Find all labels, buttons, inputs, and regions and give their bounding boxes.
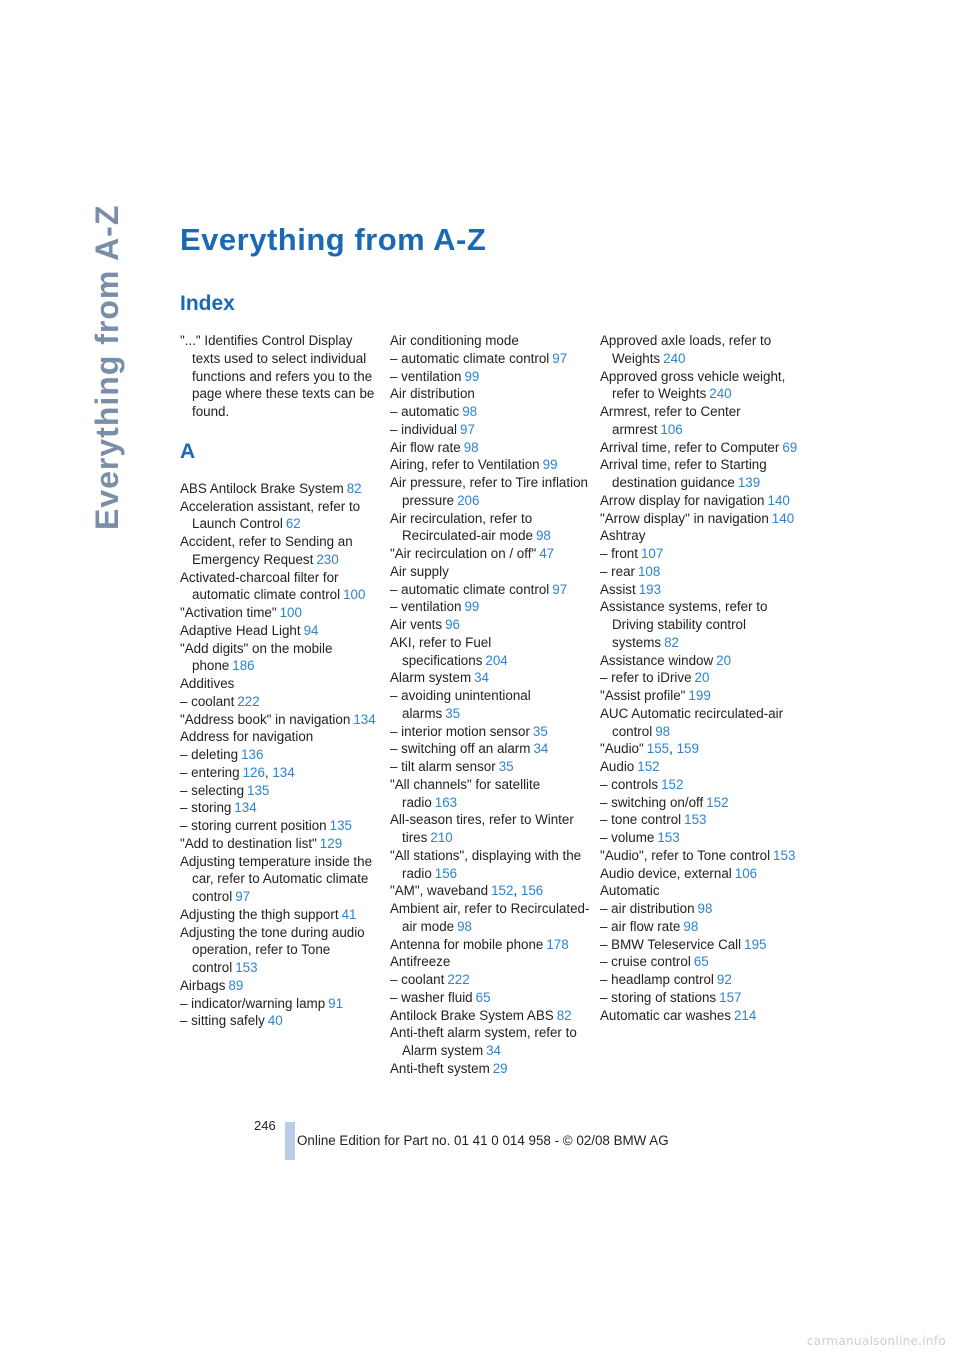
page-reference-link[interactable]: 34	[533, 741, 549, 757]
index-column-1	[180, 332, 380, 1030]
page-reference-link[interactable]: 107	[640, 546, 664, 561]
index-entry-label: – entering	[180, 764, 240, 780]
index-entry-label: – automatic climate control	[390, 581, 550, 597]
index-entry-label: Acceleration assistant, refer to Launch Control	[180, 498, 361, 532]
page-reference-link[interactable]: 82	[664, 634, 680, 650]
index-entry	[390, 758, 590, 776]
index-entry-label: "Arrow display" in navigation	[600, 510, 769, 526]
index-entry-label: "All stations", displaying with the radio	[390, 847, 582, 881]
page-reference-link[interactable]: 106	[660, 421, 683, 437]
page-reference-link[interactable]: 82	[346, 480, 362, 496]
index-entry-label: Air flow rate	[390, 439, 461, 455]
index-entry	[390, 740, 590, 758]
index-entry	[180, 853, 380, 906]
page-reference-link[interactable]: 100	[343, 587, 366, 603]
page-reference-link[interactable]: 65	[475, 989, 491, 1005]
index-entry	[180, 835, 380, 853]
page-reference-link[interactable]: 92	[716, 972, 732, 987]
page-reference-link[interactable]: 134	[234, 800, 257, 816]
page-reference-link[interactable]: 97	[552, 350, 568, 366]
index-entry	[180, 711, 380, 729]
page-reference-link[interactable]: 35	[498, 759, 514, 774]
index-entry	[600, 705, 800, 741]
page-reference-link[interactable]: 98	[697, 901, 713, 916]
page-reference-link[interactable]: 62	[285, 516, 301, 532]
page-reference-link[interactable]: 99	[542, 457, 558, 473]
index-entry-label: Approved axle loads, refer to Weights	[600, 333, 772, 366]
index-entry-label: – deleting	[180, 747, 239, 762]
page-reference-link[interactable]: 96	[445, 617, 460, 632]
index-entry-label: – switching off an alarm	[390, 741, 531, 757]
index-entry	[180, 728, 380, 746]
page-reference-link[interactable]: 222	[237, 693, 260, 709]
index-entry	[180, 817, 380, 835]
index-entry-label: Approved gross vehicle weight, refer to Weights	[600, 368, 786, 402]
index-entry-label: Arrival time, refer to Starting destination guidance	[600, 457, 767, 490]
index-entry	[600, 865, 800, 883]
index-entry-label: Automatic car washes	[600, 1007, 731, 1023]
index-entry-label: – front	[600, 546, 638, 561]
index-entry-label: – avoiding unintentional alarms	[390, 688, 531, 721]
page-reference-link[interactable]: 20	[716, 652, 732, 668]
index-entry-label: – coolant	[180, 693, 235, 709]
index-entry	[390, 687, 590, 723]
index-entry-label: Airbags	[180, 977, 226, 993]
section-title: Index	[180, 292, 235, 315]
page-reference-link[interactable]: 153	[235, 960, 258, 975]
index-entry	[390, 634, 590, 670]
page-reference-link[interactable]: 98	[457, 918, 473, 934]
index-entry-label: – storing of stations	[600, 989, 717, 1005]
page-reference-link[interactable]: 100	[279, 605, 302, 620]
index-entry-label: "Audio"	[600, 741, 644, 757]
page-reference-link[interactable]: 240	[709, 386, 732, 402]
index-entry	[390, 669, 590, 687]
index-entry	[390, 456, 590, 474]
index-entry-label: Adjusting the thigh support	[180, 906, 339, 922]
index-entry	[600, 918, 800, 936]
footer-edition-note: Online Edition for Part no. 01 41 0 014 958 - © 02/08 BMW AG	[297, 1133, 669, 1148]
page-reference-link[interactable]: 214	[733, 1007, 757, 1023]
page-reference-link[interactable]: 94	[303, 622, 319, 638]
index-entry-label: "Air recirculation on / off"	[390, 546, 537, 561]
page-reference-link[interactable]: 91	[328, 995, 344, 1011]
index-entry	[600, 403, 800, 439]
page-reference-link[interactable]: 240	[663, 350, 686, 366]
index-entry	[600, 953, 800, 971]
page-reference-link[interactable]: 139	[737, 475, 761, 490]
index-entry	[600, 687, 800, 705]
page-reference-link[interactable]: 204	[485, 652, 508, 668]
page-reference-link[interactable]: 34	[474, 670, 490, 686]
page-reference-link[interactable]: 210	[430, 830, 453, 845]
index-entry-label: "Assist profile"	[600, 688, 686, 703]
index-entry-label: Assistance window	[600, 652, 714, 668]
index-entry-label: Arrow display for navigation	[600, 492, 765, 508]
index-entry-label: AKI, refer to Fuel specifications	[390, 634, 492, 668]
index-entry	[390, 350, 590, 368]
index-entry	[600, 829, 800, 847]
index-entry-label: Armrest, refer to Center armrest	[600, 404, 741, 437]
page-reference-link[interactable]: 106	[734, 865, 758, 881]
index-entry	[180, 1012, 380, 1030]
page-reference-link[interactable]: 152	[661, 776, 684, 792]
page-reference-link[interactable]: 99	[464, 599, 480, 615]
index-entry-label: Address for navigation	[180, 729, 314, 745]
index-entry-label: Adjusting the tone during audio operation, refer to Tone control	[180, 924, 365, 975]
index-entry-label: – selecting	[180, 782, 245, 798]
index-entry-label: – storing current position	[180, 818, 327, 833]
footer-accent-bar	[285, 1122, 295, 1160]
index-entry	[180, 746, 380, 764]
page-reference-link[interactable]: 99	[464, 368, 480, 384]
index-entry-label: Adaptive Head Light	[180, 622, 301, 638]
page-reference-link[interactable]: 230	[316, 551, 339, 567]
index-entry	[390, 723, 590, 741]
index-entry-label: Additives	[180, 676, 235, 691]
index-entry	[390, 598, 590, 616]
index-entry-label: – headlamp control	[600, 972, 714, 987]
index-entry-label: – refer to iDrive	[600, 670, 692, 686]
page-reference-link[interactable]: 108	[637, 563, 661, 579]
page-reference-link[interactable]: 156	[434, 865, 458, 881]
index-entry	[390, 1060, 590, 1078]
index-entries	[390, 332, 590, 1078]
index-entry	[390, 581, 590, 599]
index-entry-label: Adjusting temperature inside the car, refer to Automatic climate control	[180, 853, 373, 904]
index-entry	[600, 527, 800, 545]
page-reference-link[interactable]: 222	[447, 972, 470, 987]
index-entry-label: Anti-theft alarm system, refer to Alarm system	[390, 1025, 577, 1058]
index-entry	[180, 604, 380, 622]
page-reference-link[interactable]: 163	[434, 794, 458, 810]
index-entry-label: "Activation time"	[180, 605, 277, 620]
index-entry	[600, 652, 800, 670]
index-entry	[600, 882, 800, 900]
index-letter-heading: A	[180, 439, 196, 463]
index-entry	[600, 581, 800, 599]
index-entry	[600, 794, 800, 812]
index-entry	[390, 847, 590, 883]
index-entry-label: "Add digits" on the mobile phone	[180, 640, 333, 674]
index-entry	[180, 498, 380, 534]
page-reference-link[interactable]: 178	[546, 936, 569, 952]
index-entry	[390, 474, 590, 510]
index-entry	[600, 847, 800, 865]
page-reference-link[interactable]: 34	[486, 1043, 502, 1058]
index-entry	[390, 616, 590, 634]
index-entry	[600, 900, 800, 918]
index-entry-label: – tone control	[600, 812, 682, 828]
page-reference-link[interactable]: 153	[684, 812, 707, 828]
index-entry-label: – rear	[600, 563, 635, 579]
page-reference-link[interactable]: 126	[242, 764, 265, 780]
index-entry-label: – interior motion sensor	[390, 723, 530, 739]
index-entry-label: "AM", waveband	[390, 883, 489, 899]
page-reference-link[interactable]: 135	[247, 782, 270, 798]
index-entry	[180, 924, 380, 977]
index-column-2	[390, 332, 590, 1078]
index-entry-label: – ventilation	[390, 368, 462, 384]
index-entry	[390, 1007, 590, 1025]
index-entry	[390, 563, 590, 581]
index-entry-label: Assist	[600, 581, 636, 597]
page-reference-link[interactable]: 195	[744, 936, 767, 952]
index-entry-label: Air supply	[390, 563, 449, 579]
index-entry-label: – controls	[600, 776, 659, 792]
index-entry-label: Antenna for mobile phone	[390, 936, 544, 952]
index-entry	[180, 693, 380, 711]
index-entry: "Audio" 155, 159	[600, 741, 699, 757]
index-entry-label: – automatic	[390, 404, 460, 419]
index-entry-label: "Add to destination list"	[180, 835, 317, 851]
index-entry	[390, 900, 590, 936]
page-reference-link[interactable]: 29	[492, 1060, 508, 1076]
index-entry	[390, 936, 590, 954]
index-entry	[390, 439, 590, 457]
page-reference-link[interactable]: 134	[272, 764, 295, 780]
index-entry	[180, 977, 380, 995]
index-entry-label: Airing, refer to Ventilation	[390, 457, 540, 473]
sidebar-chapter-title: Everything from A-Z	[89, 204, 125, 530]
index-entry-label: – individual	[390, 421, 457, 437]
page-reference-link[interactable]: 89	[228, 977, 244, 993]
page-reference-link[interactable]: 35	[532, 723, 548, 739]
index-entry-label: Air pressure, refer to Tire inflation pressure	[390, 475, 588, 508]
index-entry	[600, 811, 800, 829]
index-entry	[390, 332, 590, 350]
index-entry-label: Assistance systems, refer to Driving stability control systems	[600, 599, 768, 650]
page-reference-link[interactable]: 157	[719, 989, 742, 1005]
page-reference-link[interactable]: 129	[319, 835, 343, 851]
index-intro: "..." Identifies Control Display texts used to select individual functions and refers you to the page where these texts can be found.	[180, 333, 375, 419]
index-entry	[390, 545, 590, 563]
index-entry	[180, 675, 380, 693]
page-reference-link[interactable]: 65	[693, 954, 709, 970]
index-entry-label: Antilock Brake System ABS	[390, 1007, 554, 1023]
page-reference-link[interactable]: 98	[463, 439, 479, 455]
index-entry-label: AUC Automatic recirculated-air control	[600, 705, 784, 739]
page-reference-link[interactable]: 41	[341, 906, 357, 922]
index-entry-label: – cruise control	[600, 954, 691, 970]
page-reference-link[interactable]: 152	[706, 794, 729, 810]
index-entry	[390, 1024, 590, 1060]
index-entry-label: All-season tires, refer to Winter tires	[390, 812, 574, 845]
index-entry-label: – sitting safely	[180, 1013, 265, 1029]
index-entry: – entering 126, 134	[180, 764, 295, 780]
index-entry	[180, 640, 380, 676]
index-entry-label: ABS Antilock Brake System	[180, 480, 344, 496]
page-reference-link[interactable]: 155	[646, 741, 670, 757]
index-entry	[180, 782, 380, 800]
index-entry	[600, 598, 800, 651]
index-entry	[600, 758, 800, 776]
index-entries	[600, 332, 800, 1024]
index-entry: "AM", waveband 152, 156	[390, 883, 544, 899]
index-entry	[390, 953, 590, 971]
index-entry-label: – washer fluid	[390, 989, 473, 1005]
index-entry-label: Air conditioning mode	[390, 333, 519, 348]
page-reference-link[interactable]: 153	[773, 847, 796, 863]
index-entry-label: Audio device, external	[600, 865, 732, 881]
page-reference-link[interactable]: 98	[655, 723, 671, 739]
index-entry-label: Air vents	[390, 617, 443, 632]
index-entry-label: Audio	[600, 759, 635, 774]
index-entry	[600, 510, 800, 528]
index-entry-label: – volume	[600, 830, 655, 845]
index-entry	[180, 480, 380, 498]
index-entry	[390, 421, 590, 439]
index-entry-label: – BMW Teleservice Call	[600, 936, 742, 952]
page-reference-link[interactable]: 98	[683, 918, 699, 934]
index-entry	[600, 456, 800, 492]
index-entry-label: Air distribution	[390, 386, 475, 402]
index-column-3	[600, 332, 800, 1024]
page-reference-link[interactable]: 98	[462, 404, 478, 419]
page-reference-link[interactable]: 20	[694, 670, 710, 686]
index-entry-label: Activated-charcoal filter for automatic climate control	[180, 569, 341, 603]
page-reference-link[interactable]: 69	[782, 439, 798, 455]
page-reference-link[interactable]: 152	[637, 759, 660, 774]
index-entry-label: – tilt alarm sensor	[390, 759, 496, 774]
page-reference-link[interactable]: 47	[539, 546, 555, 561]
page-reference-link[interactable]: 40	[267, 1013, 283, 1029]
index-entry-label: – storing	[180, 800, 232, 816]
index-entry	[180, 622, 380, 640]
page-reference-link[interactable]: 159	[676, 741, 699, 757]
index-entry-label: Alarm system	[390, 670, 472, 686]
index-entry	[180, 533, 380, 569]
index-entry	[390, 403, 590, 421]
index-entry	[180, 569, 380, 605]
index-entry	[180, 995, 380, 1013]
index-entry-label: Air recirculation, refer to Recirculated-air mode	[390, 510, 533, 544]
index-entry-label: Antifreeze	[390, 954, 451, 970]
index-entry	[600, 936, 800, 954]
page-reference-link[interactable]: 97	[235, 889, 251, 904]
index-entry-label: – coolant	[390, 972, 445, 987]
page-reference-link[interactable]: 193	[638, 581, 662, 597]
index-entry-label: Ashtray	[600, 528, 646, 544]
index-entry-label: Anti-theft system	[390, 1060, 490, 1076]
page-reference-link[interactable]: 199	[688, 688, 711, 703]
page-reference-link[interactable]: 82	[556, 1007, 572, 1023]
index-entry	[600, 439, 800, 457]
page-reference-link[interactable]: 153	[657, 830, 680, 845]
page-reference-link[interactable]: 134	[353, 711, 376, 727]
index-entry-label: "All channels" for satellite radio	[390, 776, 541, 810]
index-entry	[390, 368, 590, 386]
index-entry	[180, 799, 380, 817]
page-reference-link[interactable]: 135	[329, 818, 352, 833]
page-number: 246	[254, 1118, 276, 1133]
index-entry-label: – indicator/warning lamp	[180, 995, 326, 1011]
index-entry	[180, 906, 380, 924]
index-entry	[600, 368, 800, 404]
index-entry	[390, 776, 590, 812]
index-entry-label: "Address book" in navigation	[180, 711, 351, 727]
index-entry-label: – switching on/off	[600, 794, 704, 810]
index-entry	[390, 971, 590, 989]
page-reference-link[interactable]: 98	[535, 528, 551, 544]
index-entry	[600, 1007, 800, 1025]
page-reference-link[interactable]: 186	[232, 658, 255, 674]
index-entry	[600, 332, 800, 368]
index-entry	[600, 492, 800, 510]
index-entry-label: Arrival time, refer to Computer	[600, 439, 780, 455]
page-reference-link[interactable]: 140	[771, 510, 795, 526]
page-reference-link[interactable]: 140	[767, 492, 790, 508]
page-reference-link[interactable]: 97	[552, 581, 568, 597]
page-reference-link[interactable]: 97	[460, 421, 475, 437]
index-entry	[390, 385, 590, 403]
index-entry-label: "Audio", refer to Tone control	[600, 847, 771, 863]
page-reference-link[interactable]: 35	[445, 705, 461, 721]
index-entry-label: Ambient air, refer to Recirculated-air mode	[390, 901, 590, 934]
page-title: Everything from A-Z	[180, 222, 487, 257]
index-entry-label: – air flow rate	[600, 918, 681, 934]
index-entries	[180, 480, 380, 1030]
page-reference-link[interactable]: 136	[241, 747, 264, 762]
page-reference-link[interactable]: 152	[491, 883, 514, 899]
page-reference-link[interactable]: 206	[457, 492, 480, 508]
index-entry	[600, 545, 800, 563]
index-entry	[600, 989, 800, 1007]
watermark: carmanualsonline.info	[806, 1334, 946, 1348]
index-entry	[600, 971, 800, 989]
index-entry-label: Automatic	[600, 883, 660, 899]
index-entry-label: – automatic climate control	[390, 350, 550, 366]
index-entry	[390, 510, 590, 546]
page-reference-link[interactable]: 156	[520, 883, 544, 899]
index-entry	[390, 811, 590, 847]
index-entry-label: – ventilation	[390, 599, 462, 615]
index-entry	[600, 669, 800, 687]
index-entry	[390, 989, 590, 1007]
index-entry-label: – air distribution	[600, 901, 695, 916]
index-entry	[600, 563, 800, 581]
index-entry	[600, 776, 800, 794]
index-entry-label: Accident, refer to Sending an Emergency Request	[180, 534, 353, 567]
